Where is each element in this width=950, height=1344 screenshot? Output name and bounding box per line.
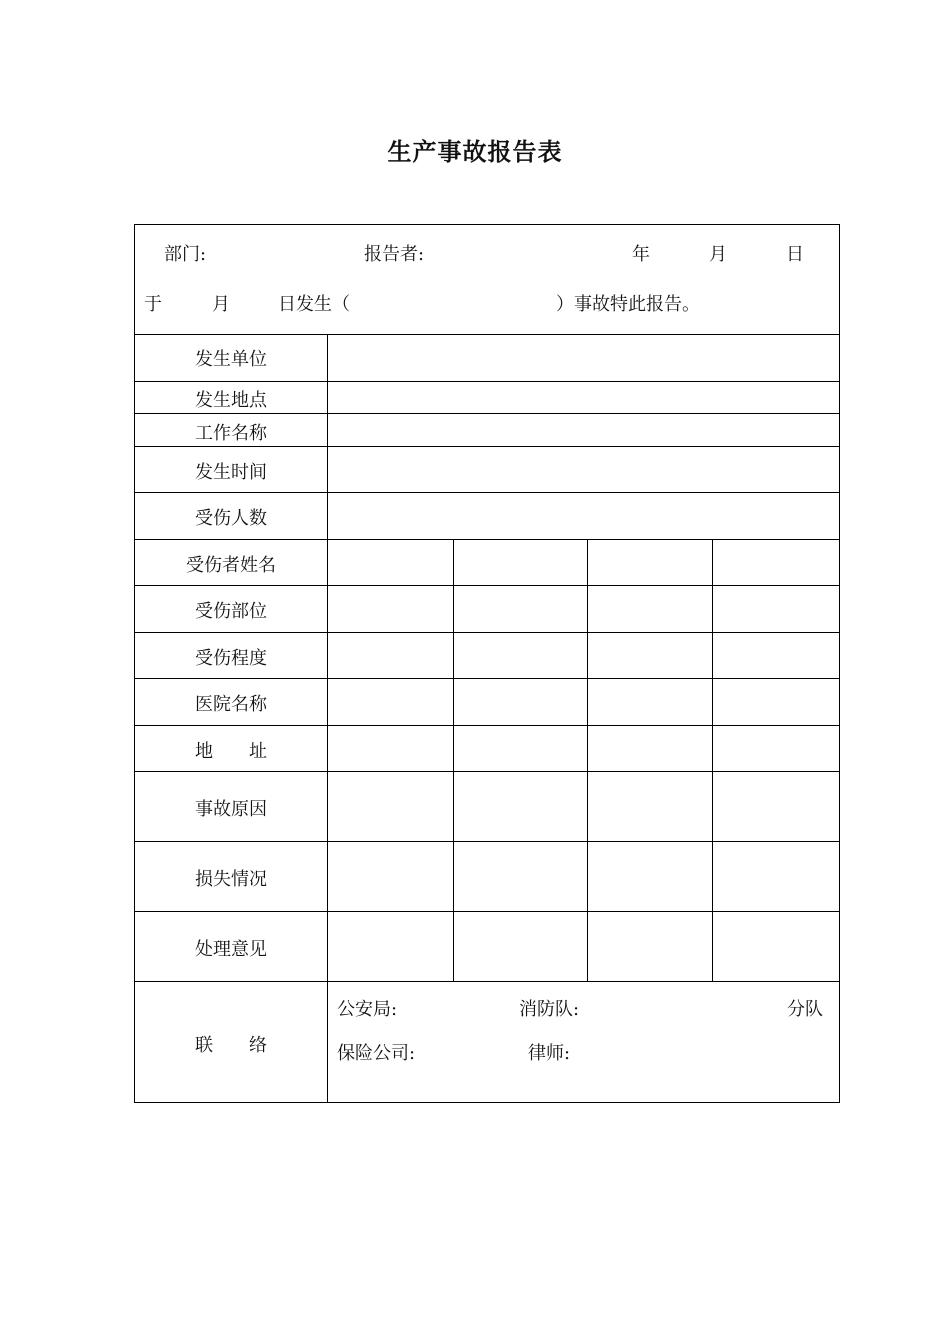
row-label-work-name: 工作名称 xyxy=(195,423,267,444)
fire-label: 消防队: xyxy=(519,999,580,1020)
column-divider xyxy=(453,539,454,981)
row-divider xyxy=(135,585,839,586)
row-divider xyxy=(135,771,839,772)
row-label-address: 地 址 xyxy=(195,741,267,762)
police-label: 公安局: xyxy=(337,999,398,1020)
column-divider xyxy=(712,539,713,981)
row-label-injury-part: 受伤部位 xyxy=(195,601,267,622)
column-divider xyxy=(587,539,588,981)
row-label-injured-count: 受伤人数 xyxy=(195,508,267,529)
row-divider xyxy=(135,381,839,382)
row-divider xyxy=(135,725,839,726)
yu-label: 于 xyxy=(144,294,162,315)
month-label: 月 xyxy=(709,244,727,265)
insurance-label: 保险公司: xyxy=(337,1043,416,1064)
row-label-injury-degree: 受伤程度 xyxy=(195,648,267,669)
dept-label: 部门: xyxy=(164,244,207,265)
row-label-opinion: 处理意见 xyxy=(195,939,267,960)
row-divider xyxy=(135,911,839,912)
accident-report-form xyxy=(134,224,840,1103)
row-label-contact: 联 络 xyxy=(195,1035,267,1056)
row-label-location: 发生地点 xyxy=(195,390,267,411)
row-divider xyxy=(135,539,839,540)
row-divider xyxy=(135,678,839,679)
row-divider xyxy=(135,492,839,493)
label-column-divider xyxy=(327,334,328,1102)
row-label-cause: 事故原因 xyxy=(195,799,267,820)
row-divider xyxy=(135,413,839,414)
page-title: 生产事故报告表 xyxy=(387,138,563,166)
year-label: 年 xyxy=(632,244,650,265)
row-label-hospital: 医院名称 xyxy=(195,694,267,715)
lawyer-label: 律师: xyxy=(528,1043,571,1064)
row-label-unit: 发生单位 xyxy=(195,349,267,370)
closing-text: ）事故特此报告。 xyxy=(556,294,700,315)
row-label-loss: 损失情况 xyxy=(195,869,267,890)
day-occur-label: 日发生（ xyxy=(278,294,350,315)
row-divider xyxy=(135,632,839,633)
row-divider xyxy=(135,446,839,447)
reporter-label: 报告者: xyxy=(364,244,425,265)
day-label: 日 xyxy=(786,244,804,265)
squad-label: 分队 xyxy=(787,999,823,1020)
row-divider xyxy=(135,841,839,842)
row-label-time: 发生时间 xyxy=(195,462,267,483)
row-divider xyxy=(135,334,839,335)
month2-label: 月 xyxy=(212,294,230,315)
row-label-injured-name: 受伤者姓名 xyxy=(186,555,276,576)
row-divider xyxy=(135,981,839,982)
